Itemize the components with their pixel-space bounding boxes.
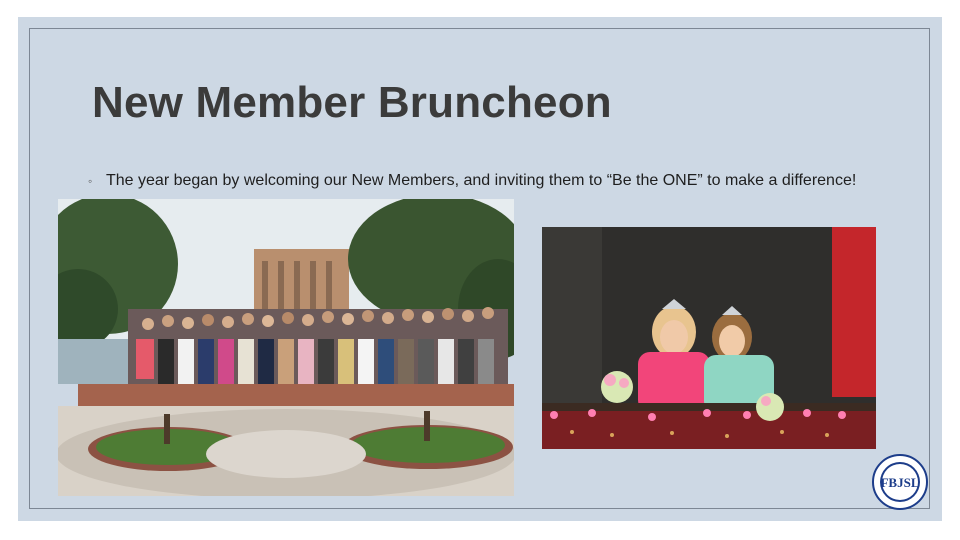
group-photo bbox=[58, 199, 514, 496]
table-photo bbox=[542, 227, 876, 449]
bullet-icon: ◦ bbox=[88, 174, 93, 188]
logo-text: FBJSL bbox=[880, 475, 920, 490]
slide-title: New Member Bruncheon bbox=[92, 78, 612, 127]
bullet-text: The year began by welcoming our New Members, and inviting them to “Be the ONE” to make a difference! bbox=[106, 172, 857, 189]
bullet-item bbox=[88, 171, 868, 191]
fbjsl-logo bbox=[872, 454, 928, 510]
